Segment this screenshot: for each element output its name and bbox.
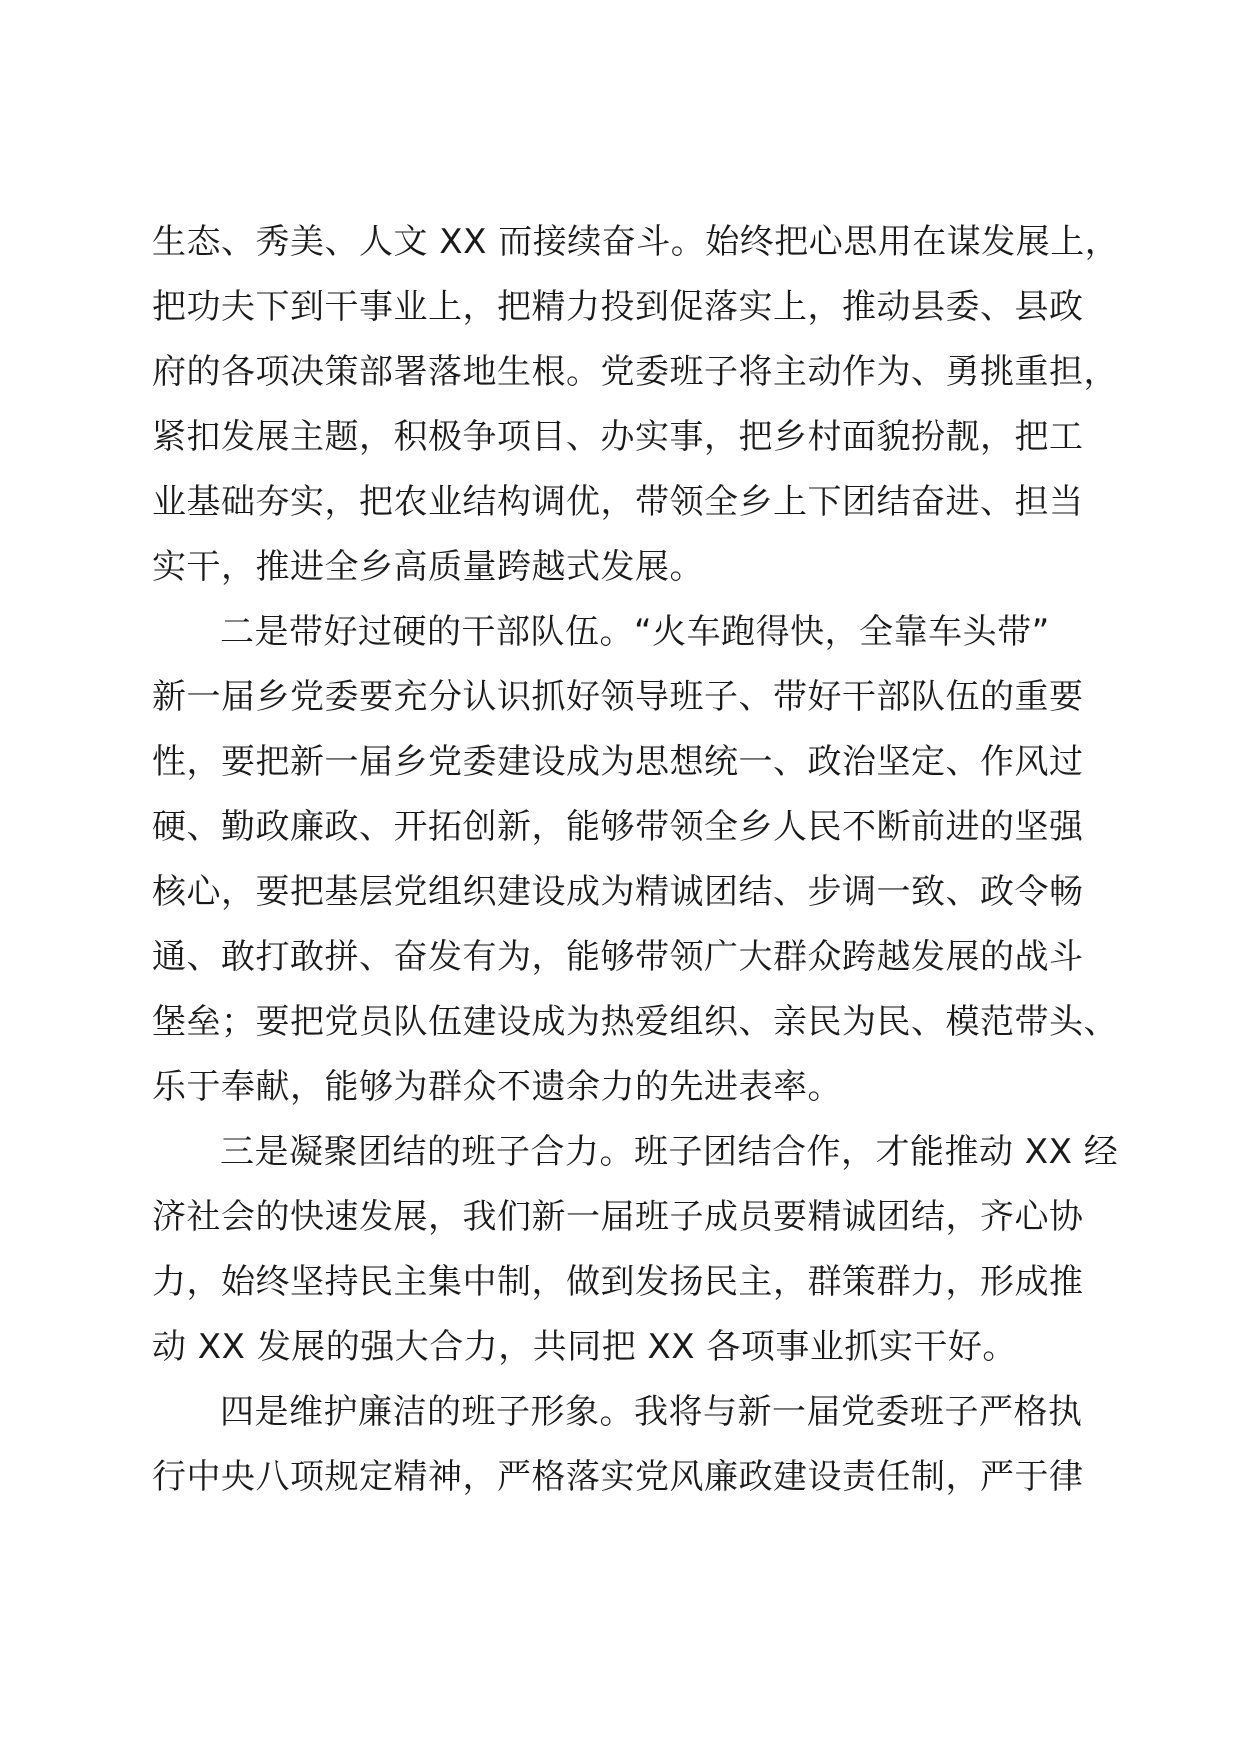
text-line: 把功夫下到干事业上，把精力投到促落实上，推动县委、县政 (152, 287, 1084, 327)
text-line: 硬、勤政廉政、开拓创新，能够带领全乡人民不断前进的坚强 (152, 807, 1084, 847)
paragraph-first-line: 二是带好过硬的干部队伍。“火车跑得快，全靠车头带” (220, 612, 1050, 652)
text-line: 乐于奉献，能够为群众不遗余力的先进表率。 (152, 1067, 842, 1107)
text-line: 行中央八项规定精神，严格落实党风廉政建设责任制，严于律 (152, 1457, 1084, 1497)
paragraph-first-line: 四是维护廉洁的班子形象。我将与新一届党委班子严格执 (220, 1392, 1083, 1432)
text-line: 济社会的快速发展，我们新一届班子成员要精诚团结，齐心协 (152, 1197, 1084, 1237)
text-line: 力，始终坚持民主集中制，做到发扬民主，群策群力，形成推 (152, 1262, 1084, 1302)
text-line: 生态、秀美、人文 XX 而接续奋斗。始终把心思用在谋发展上， (152, 222, 1120, 262)
text-line: 堡垒；要把党员队伍建设成为热爱组织、亲民为民、模范带头、 (152, 1002, 1118, 1042)
text-line: 性，要把新一届乡党委建设成为思想统一、政治坚定、作风过 (152, 742, 1084, 782)
text-line: 府的各项决策部署落地生根。党委班子将主动作为、勇挑重担， (152, 352, 1118, 392)
text-line: 紧扣发展主题，积极争项目、办实事，把乡村面貌扮靓，把工 (152, 417, 1084, 457)
text-line: 新一届乡党委要充分认识抓好领导班子、带好干部队伍的重要 (152, 677, 1084, 717)
text-line: 通、敢打敢拼、奋发有为，能够带领广大群众跨越发展的战斗 (152, 937, 1084, 977)
document-body (152, 210, 1120, 1510)
text-line: 业基础夯实，把农业结构调优，带领全乡上下团结奋进、担当 (152, 482, 1084, 522)
text-line: 实干，推进全乡高质量跨越式发展。 (152, 547, 704, 587)
paragraph-first-line: 三是凝聚团结的班子合力。班子团结合作，才能推动 XX 经 (220, 1132, 1119, 1172)
text-line: 动 XX 发展的强大合力，共同把 XX 各项事业抓实干好。 (152, 1327, 1017, 1367)
text-line: 核心，要把基层党组织建设成为精诚团结、步调一致、政令畅 (152, 872, 1084, 912)
